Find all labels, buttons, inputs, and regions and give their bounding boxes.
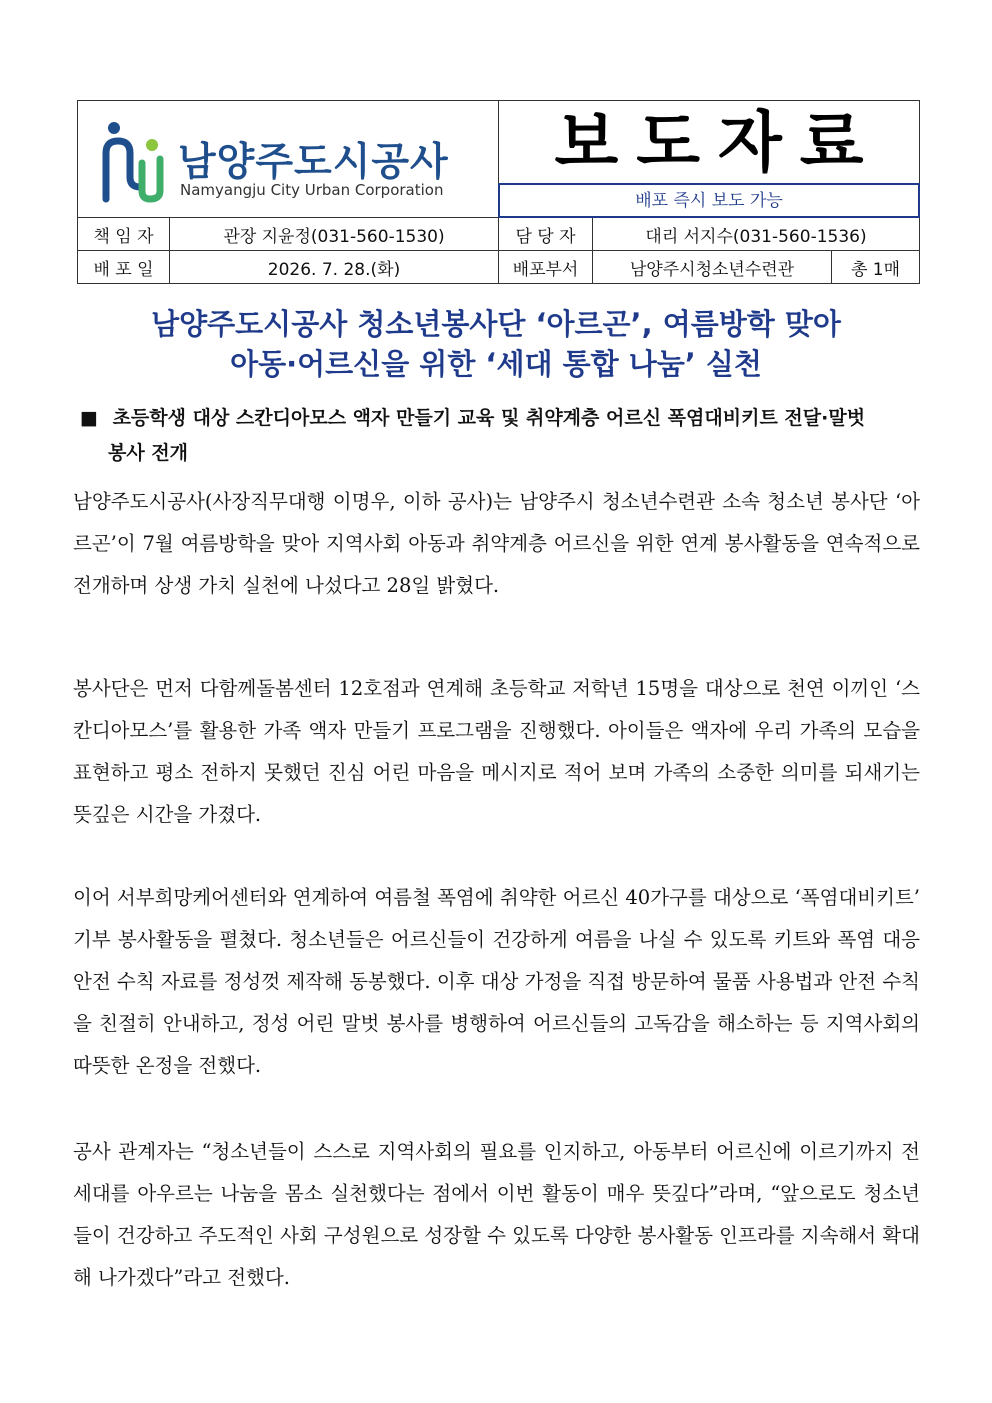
subheading-line-2: 봉사 전개: [108, 442, 189, 464]
logo-name: 남양주도시공사: [178, 140, 449, 185]
header-table: [77, 100, 920, 284]
press-release-title: 보도자료: [554, 104, 882, 181]
responsible-value: 관장 지윤정(031-560-1530): [170, 218, 499, 251]
headline-line-1: 남양주도시공사 청소년봉사단 ‘아르곤’, 여름방학 맞아: [151, 307, 841, 341]
contact-value: 대리 서지수(031-560-1536): [593, 218, 920, 251]
square-bullet-icon: ■: [80, 407, 98, 429]
release-note: 배포 즉시 보도 가능: [498, 183, 920, 218]
page-count: 총 1매: [832, 251, 920, 284]
release-date-value: 2026. 7. 28.(화): [170, 251, 499, 284]
release-date-label: 배 포 일: [78, 251, 170, 284]
department-value: 남양주시청소년수련관: [593, 251, 832, 284]
paragraph-2: 봉사단은 먼저 다함께돌봄센터 12호점과 연계해 초등학교 저학년 15명을 대상으로 천연 이끼인 ‘스칸디아모스’를 활용한 가족 액자 만들기 프로그램을 진행했다. 아이들은 액자에 우리 가족의 모습을 표현하고 평소 전하지 못했던 진심 어린 마음을 메시지로 적어 보며 가족의 소중한 의미를 되새기는 뜻깊은 시간을 가졌다.: [73, 677, 920, 826]
press-title-cell: [499, 101, 920, 218]
paragraph-1: 남양주도시공사(사장직무대행 이명우, 이하 공사)는 남양주시 청소년수련관 소속 청소년 봉사단 ‘아르곤’이 7월 여름방학을 맞아 지역사회 아동과 취약계층 어르신을 위한 연계 봉사활동을 연속적으로 전개하며 상생 가치 실천에 나섰다고 28일 밝혔다.: [73, 490, 920, 597]
subheading-text-1: 초등학생 대상 스칸디아모스 액자 만들기 교육 및 취약계층 어르신 폭염대비키트 전달·말벗: [112, 407, 866, 429]
contact-label: 담 당 자: [499, 218, 593, 251]
headline-line-2: 아동·어르신을 위한 ‘세대 통합 나눔’ 실천: [230, 347, 762, 381]
department-label: 배포부서: [499, 251, 593, 284]
logo: [100, 119, 490, 203]
paragraph-4: 공사 관계자는 “청소년들이 스스로 지역사회의 필요를 인지하고, 아동부터 어르신에 이르기까지 전 세대를 아우르는 나눔을 몸소 실천했다는 점에서 이번 활동이 매우 뜻깊다”라며, “앞으로도 청소년들이 건강하고 주도적인 사회 구성원으로 성장할 수 있도록 다양한 봉사활동 인프라를 지속해서 확대해 나가겠다”라고 전했다.: [73, 1140, 920, 1289]
logo-english-name: Namyangju City Urban Corporation: [180, 181, 444, 199]
nyj-corporation-logo-icon: [100, 119, 170, 203]
logo-cell: [78, 101, 499, 218]
paragraph-3: 이어 서부희망케어센터와 연계하여 여름철 폭염에 취약한 어르신 40가구를 대상으로 ‘폭염대비키트’ 기부 봉사활동을 펼쳤다. 청소년들은 어르신들이 건강하게 여름을 나실 수 있도록 키트와 폭염 대응 안전 수칙 자료를 정성껏 제작해 동봉했다. 이후 대상 가정을 직접 방문하여 물품 사용법과 안전 수칙을 친절히 안내하고, 정성 어린 말벗 봉사를 병행하여 어르신들의 고독감을 해소하는 등 지역사회의 따뜻한 온정을 전했다.: [73, 886, 920, 1077]
responsible-label: 책 임 자: [78, 218, 170, 251]
subheading-line-1: [80, 399, 930, 437]
